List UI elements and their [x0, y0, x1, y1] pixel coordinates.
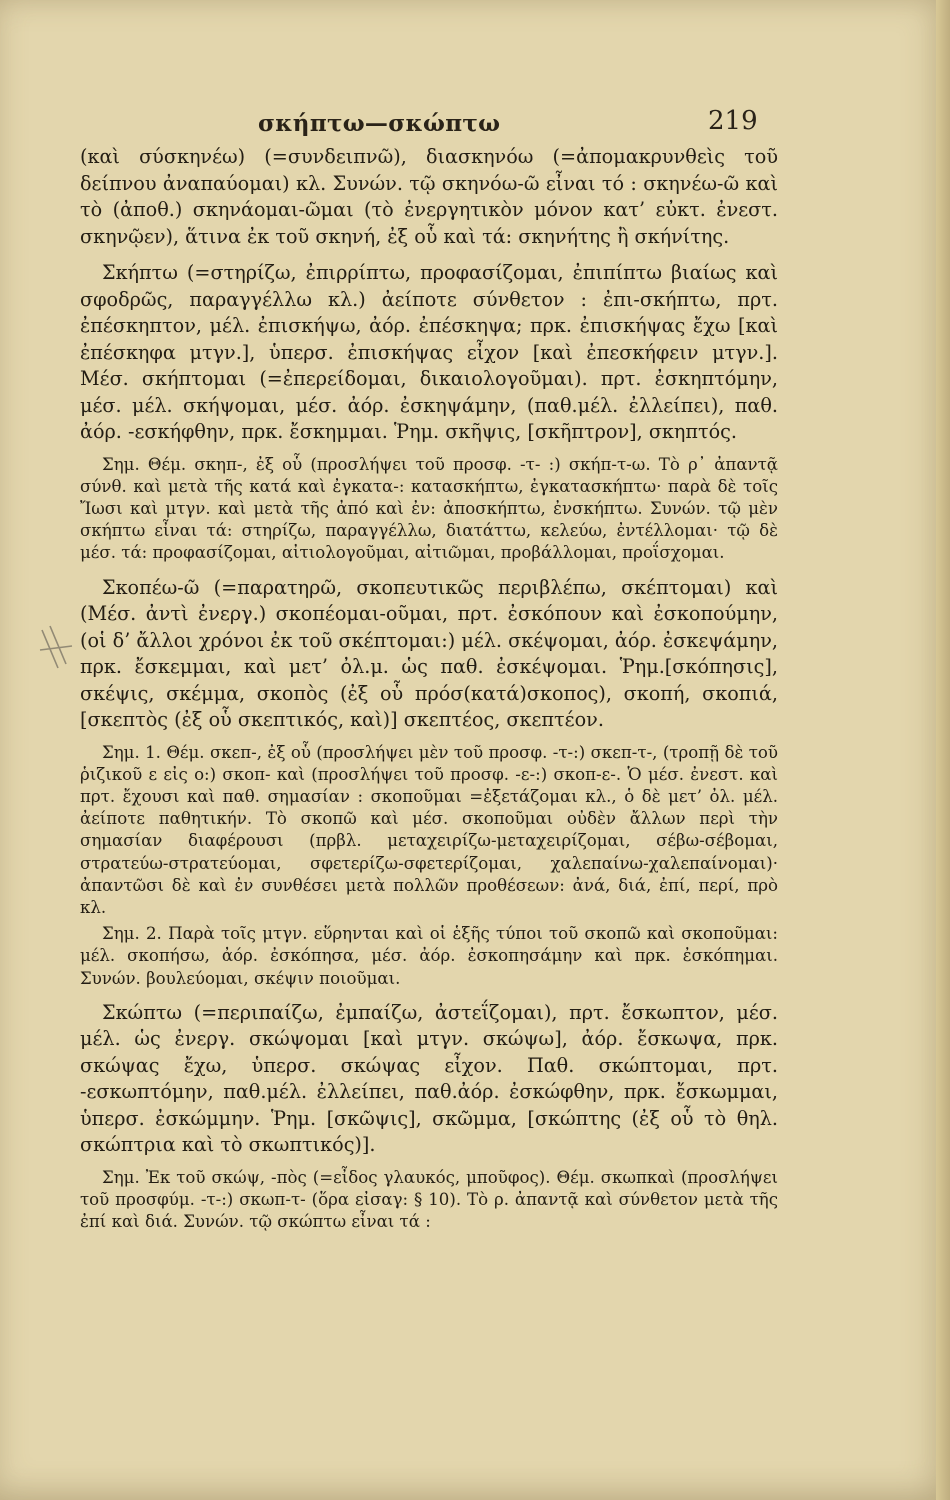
page-edge	[936, 0, 950, 1500]
note-paragraph: Σημ. Ἐκ τοῦ σκώψ, -πὸς (=εἶδος γλαυκός, μποῦφος). Θέμ. σκωπκαὶ (προσλήψει τοῦ προσφύμ. -τ-:) σκωπ-τ- (ὅρα εἰσαγ: § 10). Τὸ ρ. ἀπαντᾷ καὶ σύνθετον μετὰ τῆς ἐπί καὶ διά. Συνών. τῷ σκώπτω εἶναι τά :	[80, 1167, 778, 1232]
note-paragraph: Σημ. 1. Θέμ. σκεπ-, ἐξ οὗ (προσλήψει μὲν τοῦ προσφ. -τ-:) σκεπ-τ-, (τροπῇ δὲ τοῦ ῥιζικοῦ ε εἰς ο:) σκοπ- καὶ (προσλήψει τοῦ προσφ. -ε-:) σκοπ-ε-. Ὁ μέσ. ἐνεστ. καὶ πρτ. ἔχουσι καὶ παθ. σημασίαν : σκοποῦμαι =ἐξετάζομαι κλ., ὁ δὲ μετ’ ὀλ. μέλ. ἀείποτε παθητικήν. Τὸ σκοπῶ καὶ μέσ. σκοποῦμαι οὐδὲν ἄλλων περὶ τὴν σημασίαν διαφέρουσι (πρβλ. μεταχειρίζω-μεταχειρίζομαι, σέβω-σέβομαι, στρατεύω-στρατεύομαι, σφετερίζω-σφετερίζομαι, χαλεπαίνω-χαλεπαίνομαι)· ἀπαντῶσι δὲ καὶ ἐν συνθέσει μετὰ πολλῶν προθέσεων: ἀνά, διά, ἐπί, περί, πρὸ κλ.	[80, 742, 778, 917]
entry-paragraph: Σκοπέω-ῶ (=παρατηρῶ, σκοπευτικῶς περιβλέπω, σκέπτομαι) καὶ (Μέσ. ἀντὶ ἐνεργ.) σκοπέομαι-οῦμαι, πρτ. ἐσκόπουν καὶ ἐσκοπούμην, (οἱ δ’ ἄλλοι χρόνοι ἐκ τοῦ σκέπτομαι:) μέλ. σκέψομαι, ἀόρ. ἐσκεψάμην, πρκ. ἔσκεμμαι, καὶ μετ’ ὀλ.μ. ὡς παθ. ἐσκέψομαι. Ῥημ.[σκόπησις], σκέψις, σκέμμα, σκοπὸς (ἐξ οὗ πρόσ(κατά)σκοπος), σκοπή, σκοπιά, [σκεπτὸς (ἐξ οὗ σκεπτικός, καὶ)] σκεπτέος, σκεπτέον.	[80, 575, 778, 732]
entry-paragraph: Σκήπτω (=στηρίζω, ἐπιρρίπτω, προφασίζομαι, ἐπιπίπτω βιαίως καὶ σφοδρῶς, παραγγέλλω κλ.) ἀείποτε σύνθετον : ἐπι-σκήπτω, πρτ. ἐπέσκηπτον, μέλ. ἐπισκήψω, ἀόρ. ἐπέσκηψα; πρκ. ἐπισκήψας ἔχω [καὶ ἐπέσκηφα μτγν.], ὑπερσ. ἐπισκήψας εἶχον [καὶ ἐπεσκήφειν μτγν.]. Μέσ. σκήπτομαι (=ἐπερείδομαι, δικαιολογοῦμαι). πρτ. ἐσκηπτόμην, μέσ. μέλ. σκήψομαι, μέσ. ἀόρ. ἐσκηψάμην, (παθ.μέλ. ἐλλείπει), παθ. ἀόρ. -εσκήφθην, πρκ. ἔσκημμαι. Ῥημ. σκῆψις, [σκῆπτρον], σκηπτός.	[80, 261, 778, 443]
page-header	[0, 104, 950, 144]
entry-paragraph: Σκώπτω (=περιπαίζω, ἐμπαίζω, ἀστεΐζομαι), πρτ. ἔσκωπτον, μέσ. μέλ. ὡς ἐνεργ. σκώψομαι [καὶ μτγν. σκώψω], ἀόρ. ἔσκωψα, πρκ. σκώψας ἔχω, ὑπερσ. σκώψας εἶχον. Παθ. σκώπτομαι, πρτ. -εσκωπτόμην, παθ.μέλ. ἐλλείπει, παθ.ἀόρ. ἐσκώφθην, πρκ. ἔσκωμμαι, ὑπερσ. ἐσκώμμην. Ῥημ. [σκῶψις], σκῶμμα, [σκώπτης (ἐξ οὗ τὸ θηλ. σκώπτρια καὶ τὸ σκωπτικός)].	[80, 1000, 778, 1157]
page-number: 219	[708, 106, 758, 136]
dictionary-body	[80, 144, 778, 1233]
entry-paragraph: (καὶ σύσκηνέω) (=συνδειπνῶ), διασκηνόω (=ἀπομακρυνθεὶς τοῦ δείπνου ἀναπαύομαι) κλ. Συνών. τῷ σκηνόω-ῶ εἶναι τό : σκηνέω-ῶ καὶ τὸ (ἀποθ.) σκηνάομαι-ῶμαι (τὸ ἐνεργητικὸν μόνον κατ’ εὐκτ. ἐνεστ. σκηνῷεν), ἅτινα ἐκ τοῦ σκηνή, ἐξ οὗ καὶ τά: σκηνήτης ἢ σκήνίτης.	[80, 145, 778, 248]
note-paragraph: Σημ. 2. Παρὰ τοῖς μτγν. εὕρηνται καὶ οἱ ἑξῆς τύποι τοῦ σκοπῶ καὶ σκοποῦμαι: μέλ. σκοπήσω, ἀόρ. ἐσκόπησα, μέσ. ἀόρ. ἐσκοπησάμην καὶ πρκ. ἐσκόπημαι. Συνών. βουλεύομαι, σκέψιν ποιοῦμαι.	[80, 924, 778, 988]
pencil-mark-icon	[36, 620, 76, 680]
running-head: σκήπτω—σκώπτω	[258, 110, 501, 137]
note-paragraph: Σημ. Θέμ. σκηπ-, ἐξ οὗ (προσλήψει τοῦ προσφ. -τ- :) σκήπ-τ-ω. Τὸ ρ᾽ ἀπαντᾷ σύνθ. καὶ μετὰ τῆς κατά καὶ ἐγκατα-: κατασκήπτω, ἐγκατασκήπτω· παρὰ δὲ τοῖς Ἴωσι καὶ μτγν. καὶ μετὰ τῆς ἀπό καὶ ἐν: ἀποσκήπτω, ἐνσκήπτω. Συνών. τῷ μὲν σκήπτω εἶναι τά: στηρίζω, παραγγέλλω, διατάττω, κελεύω, ἐντέλλομαι· τῷ δὲ μέσ. τά: προφασίζομαι, αἰτιολογοῦμαι, αἰτιῶμαι, προβάλλομαι, προΐσχομαι.	[80, 454, 778, 563]
